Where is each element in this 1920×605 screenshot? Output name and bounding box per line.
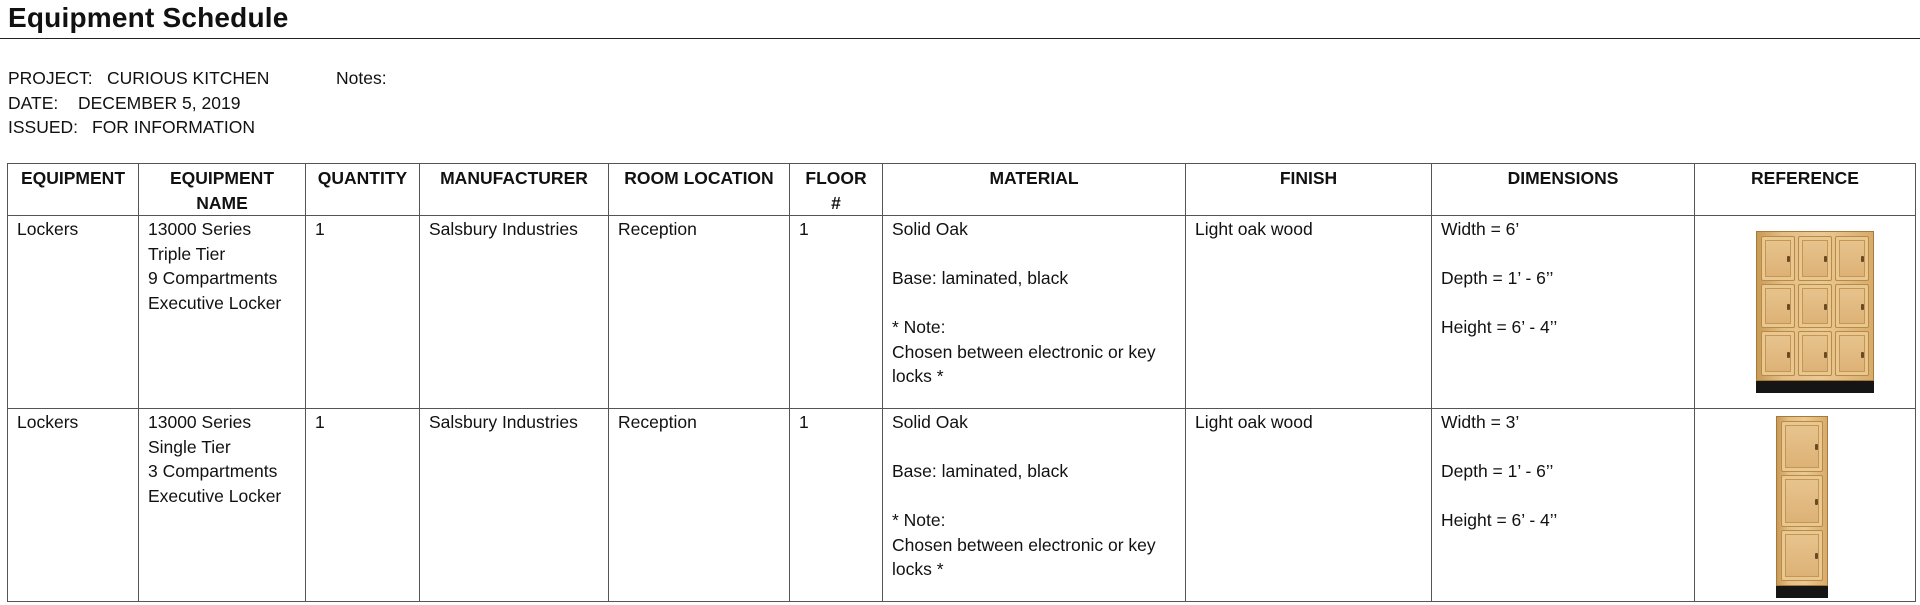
column-header-material: MATERIAL (883, 164, 1186, 216)
date-value: DECEMBER 5, 2019 (78, 92, 241, 113)
column-header-finish: FINISH (1186, 164, 1432, 216)
equipment-name-line: 9 Compartments (148, 268, 278, 288)
table-row (8, 409, 1916, 602)
dimension-height: Height = 6’ - 4’’ (1441, 317, 1558, 337)
equipment-name-line: 13000 Series (148, 412, 252, 432)
project-value: CURIOUS KITCHEN (107, 68, 270, 88)
spacer (1441, 435, 1685, 460)
material-main: Solid Oak (892, 219, 968, 239)
material-base: Base: laminated, black (892, 268, 1069, 288)
spacer (1441, 242, 1685, 267)
dimension-height: Height = 6’ - 4’’ (1441, 510, 1558, 530)
material-note-head: * Note: (892, 317, 946, 337)
material-main: Solid Oak (892, 412, 968, 432)
column-header-quantity: QUANTITY (306, 164, 420, 216)
issued-row (8, 115, 269, 140)
spacer (892, 242, 1176, 267)
triple-tier-locker-image (1756, 231, 1874, 393)
material-cell (883, 409, 1186, 602)
material-base: Base: laminated, black (892, 461, 1069, 481)
dimensions-cell (1432, 216, 1695, 409)
column-header-floor: FLOOR # (790, 164, 883, 216)
material-note-body: Chosen between electronic or key locks * (892, 341, 1156, 386)
date-row (8, 91, 269, 116)
project-info (8, 66, 269, 140)
manufacturer-cell: Salsbury Industries (420, 216, 609, 409)
floor-cell: 1 (790, 216, 883, 409)
notes-label: Notes: (336, 68, 387, 88)
column-header-reference: REFERENCE (1695, 164, 1916, 216)
dimension-width: Width = 6’ (1441, 219, 1520, 239)
equipment-cell: Lockers (8, 409, 139, 602)
reference-cell (1695, 409, 1916, 602)
issued-label: ISSUED: (8, 117, 79, 137)
dimension-depth: Depth = 1’ - 6’’ (1441, 461, 1554, 481)
project-label: PROJECT: (8, 68, 93, 88)
column-header-equipment: EQUIPMENT (8, 164, 139, 216)
quantity-cell: 1 (306, 409, 420, 602)
dimension-width: Width = 3’ (1441, 412, 1520, 432)
material-note-head: * Note: (892, 510, 946, 530)
equipment-cell: Lockers (8, 216, 139, 409)
issued-value: FOR INFORMATION (92, 117, 255, 137)
room-location-cell: Reception (609, 216, 790, 409)
room-location-cell: Reception (609, 409, 790, 602)
single-tier-locker-image (1776, 416, 1828, 598)
column-header-dimensions: DIMENSIONS (1432, 164, 1695, 216)
equipment-name-line: 3 Compartments (148, 461, 278, 481)
material-note-body: Chosen between electronic or key locks * (892, 534, 1156, 579)
finish-cell: Light oak wood (1186, 409, 1432, 602)
equipment-name-line: Triple Tier (148, 243, 226, 264)
spacer (1441, 291, 1685, 316)
column-header-room-location: ROOM LOCATION (609, 164, 790, 216)
project-row (8, 66, 269, 91)
table-row (8, 216, 1916, 409)
title-divider (0, 38, 1920, 39)
equipment-name-cell (139, 409, 306, 602)
column-header-manufacturer: MANUFACTURER (420, 164, 609, 216)
floor-cell: 1 (790, 409, 883, 602)
material-cell (883, 216, 1186, 409)
finish-cell: Light oak wood (1186, 216, 1432, 409)
equipment-name-line: Single Tier (148, 436, 231, 457)
dimension-depth: Depth = 1’ - 6’’ (1441, 268, 1554, 288)
dimensions-cell (1432, 409, 1695, 602)
equipment-schedule-table (7, 163, 1916, 602)
equipment-name-cell (139, 216, 306, 409)
equipment-name-line: Executive Locker (148, 292, 282, 313)
reference-cell (1695, 216, 1916, 409)
quantity-cell: 1 (306, 216, 420, 409)
column-header-equipment-name: EQUIPMENT NAME (139, 164, 306, 216)
date-label: DATE: (8, 92, 59, 113)
spacer (892, 435, 1176, 460)
spacer (892, 484, 1176, 509)
page-title: Equipment Schedule (8, 2, 289, 33)
spacer (892, 291, 1176, 316)
table-header-row (8, 164, 1916, 216)
manufacturer-cell: Salsbury Industries (420, 409, 609, 602)
equipment-name-line: 13000 Series (148, 219, 252, 239)
equipment-name-line: Executive Locker (148, 485, 282, 506)
spacer (1441, 484, 1685, 509)
